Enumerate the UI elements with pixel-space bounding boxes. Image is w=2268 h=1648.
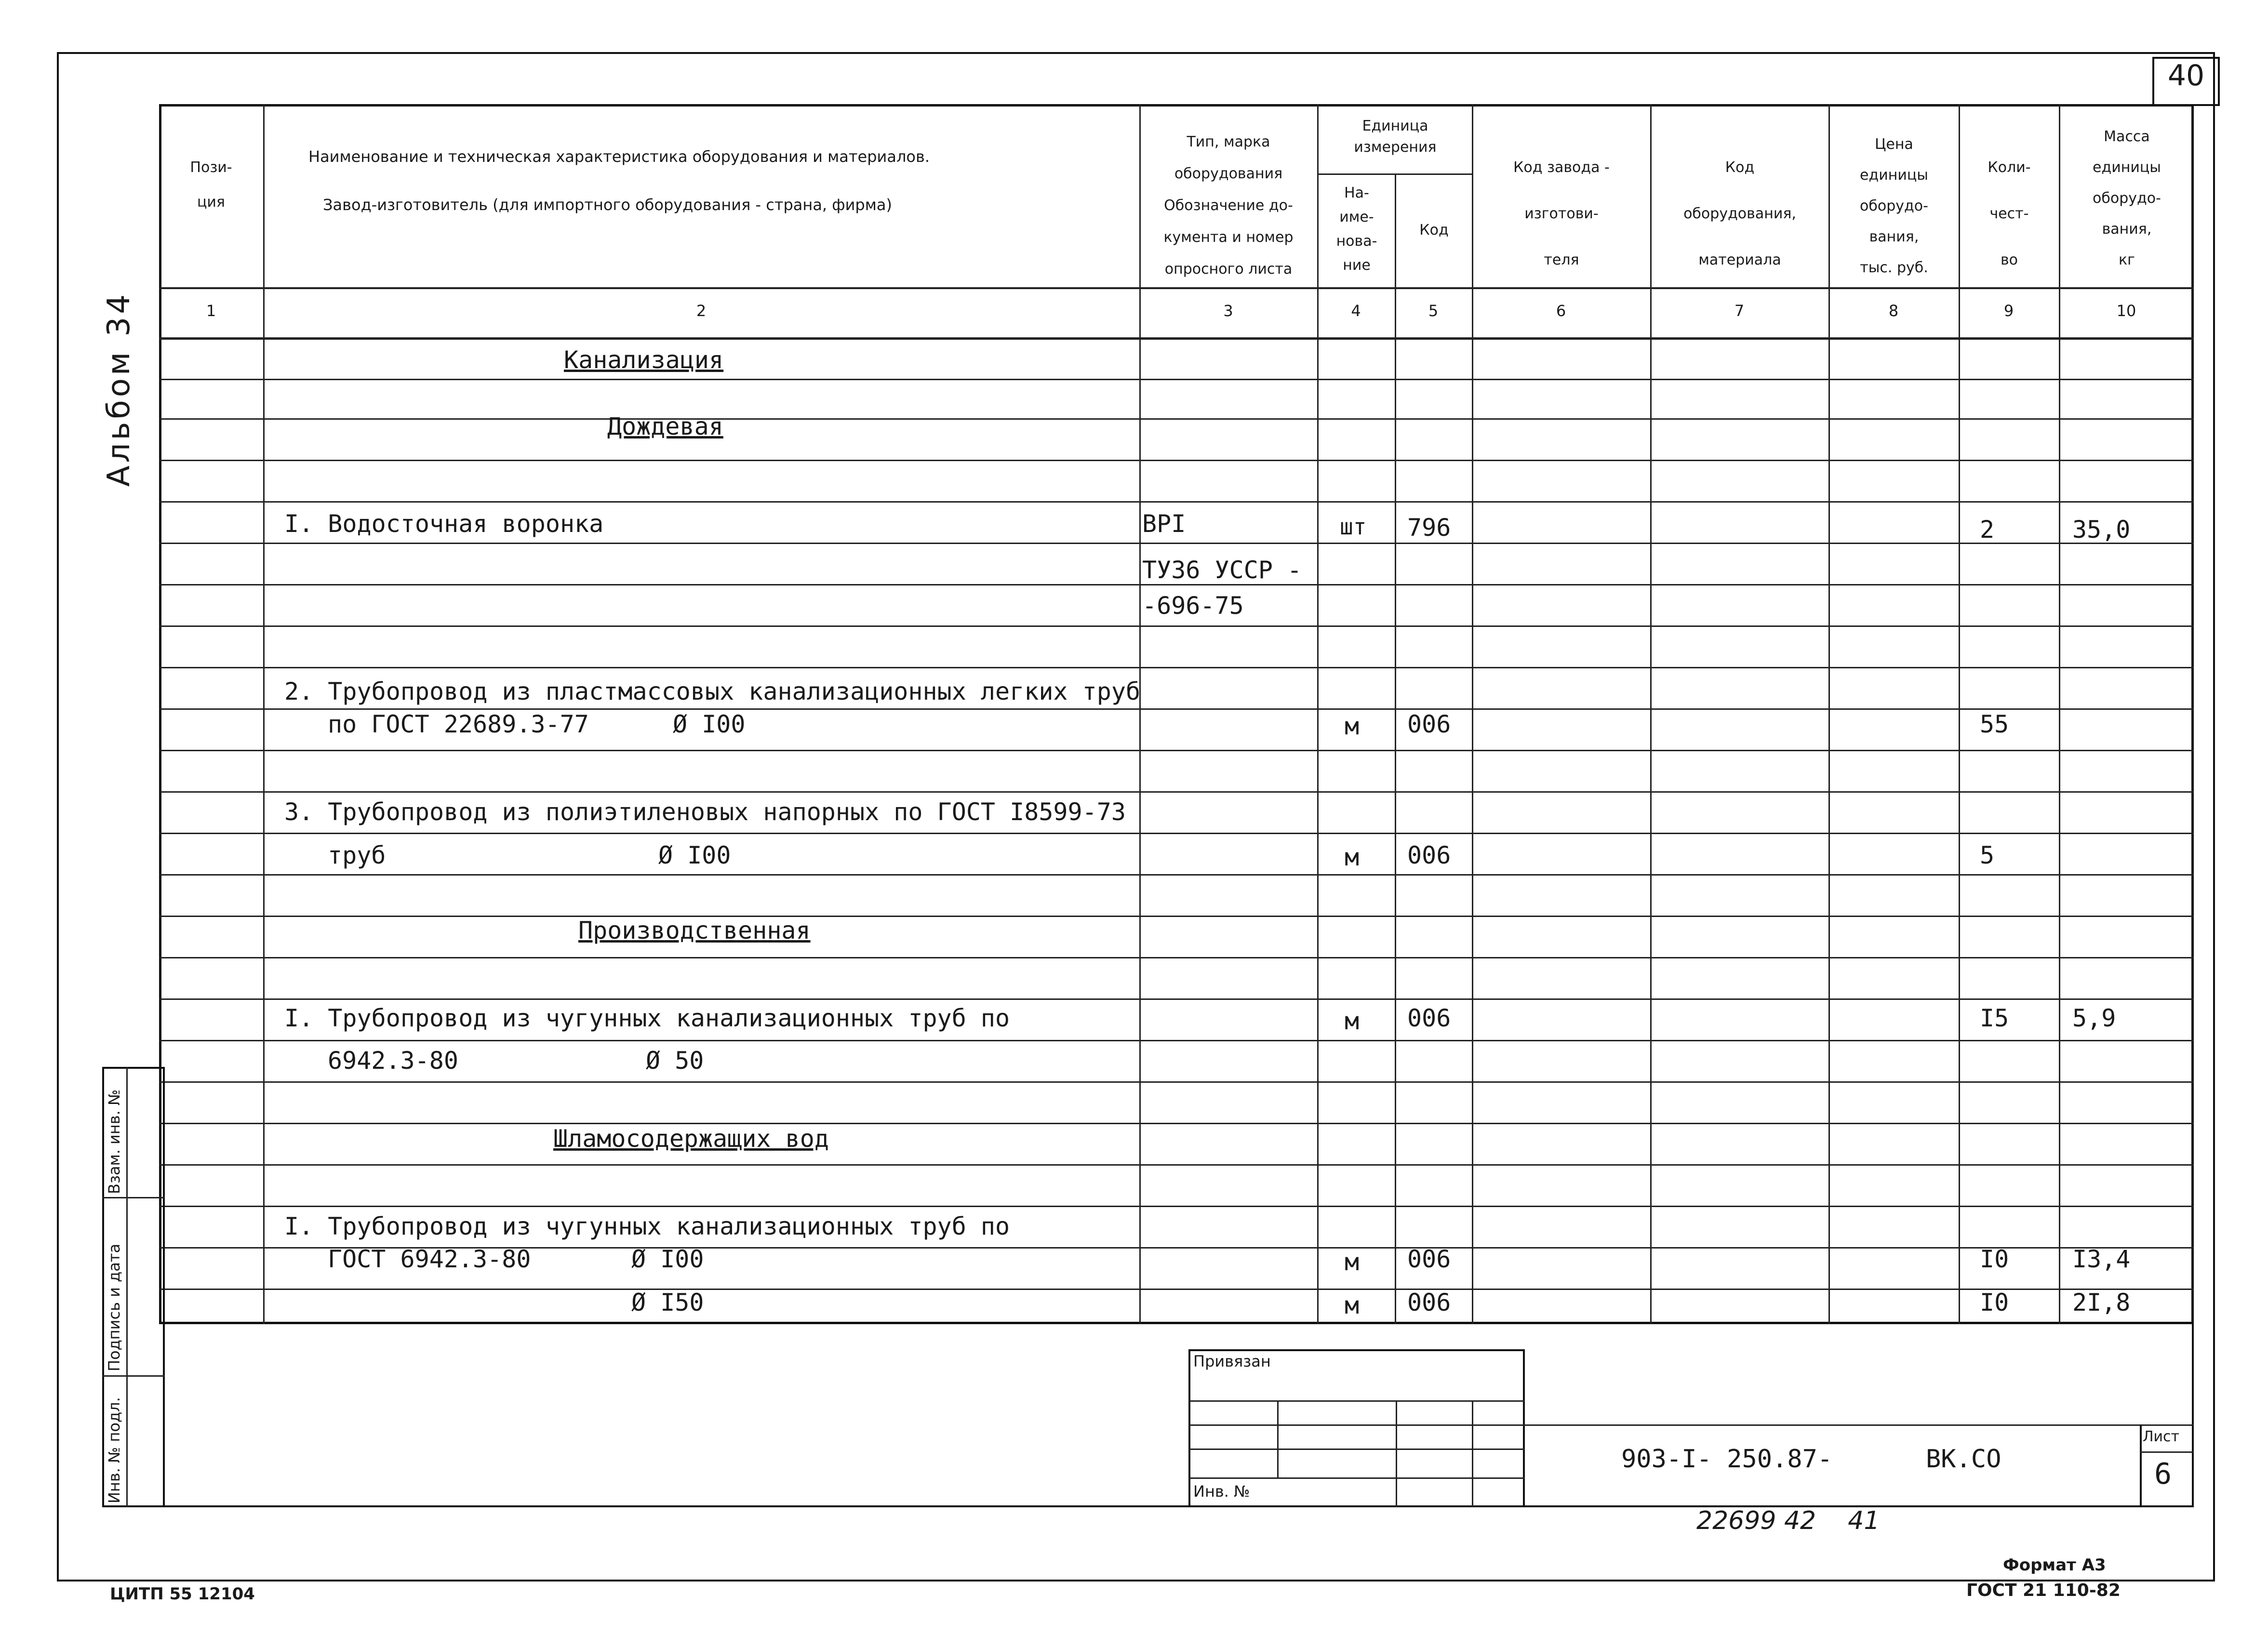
header-col8: Цена единицы оборудо- вания, тыс. руб. bbox=[1860, 136, 1928, 276]
colnum-3: 3 bbox=[1223, 302, 1233, 320]
row2-qty: 55 bbox=[1980, 710, 2009, 738]
colnum-4: 4 bbox=[1351, 302, 1361, 320]
row3-name-truby: труб bbox=[328, 841, 386, 869]
row5-code-150: 006 bbox=[1407, 1289, 1451, 1316]
header-col3: Тип, марка оборудования Обозначение до- кумента и номер опросного листа bbox=[1163, 133, 1294, 278]
header-col9: Коли- чест- во bbox=[1988, 159, 2031, 268]
row2-diameter: Ø I00 bbox=[673, 710, 746, 738]
row5-unit-100: м bbox=[1345, 1248, 1360, 1276]
colnum-5: 5 bbox=[1428, 302, 1439, 320]
row4-qty: I5 bbox=[1980, 1004, 2009, 1032]
section-proizvodstvennaya: Производственная bbox=[578, 917, 811, 944]
row4-mass: 5,9 bbox=[2072, 1004, 2116, 1032]
header-col6: Код завода - изготови- теля bbox=[1513, 159, 1610, 268]
row2-name-gost: по ГОСТ 22689.3-77 bbox=[328, 710, 589, 738]
side-label-podpis: Подпись и дата bbox=[105, 1243, 123, 1371]
row4-code: 006 bbox=[1407, 1004, 1451, 1032]
footer-format: Формат А3 bbox=[2003, 1555, 2106, 1575]
header-col7: Код оборудования, материала bbox=[1683, 159, 1796, 268]
section-kanalizatsiya: Канализация bbox=[564, 346, 724, 374]
colnum-10: 10 bbox=[2116, 302, 2136, 320]
section-shlamosoderzhashchikh: Шламосодержащих вод bbox=[553, 1125, 829, 1153]
footer-tsitp: ЦИТП 55 12104 bbox=[110, 1584, 255, 1604]
row1-code: 796 bbox=[1407, 514, 1451, 542]
title-block-frame bbox=[165, 1322, 2194, 1507]
colnum-7: 7 bbox=[1734, 302, 1745, 320]
header-col4: На- име- нова- ние bbox=[1336, 185, 1377, 274]
header-col1: Пози- ция bbox=[190, 159, 232, 211]
row1-name: I. Водосточная воронка bbox=[284, 510, 604, 538]
section-dozhdevaya: Дождевая bbox=[607, 412, 723, 440]
row4-unit: м bbox=[1345, 1007, 1360, 1035]
row1-type-doc2: -696-75 bbox=[1142, 592, 1244, 620]
row4-diameter: Ø 50 bbox=[646, 1047, 704, 1075]
row4-name: I. Трубопровод из чугунных канализационных труб по bbox=[284, 1004, 1010, 1032]
row1-unit: шт bbox=[1340, 514, 1367, 540]
row3-unit: м bbox=[1345, 843, 1360, 871]
colnum-8: 8 bbox=[1888, 302, 1899, 320]
side-label-inv-podl: Инв. № подл. bbox=[105, 1397, 123, 1503]
row5-qty-150: I0 bbox=[1980, 1289, 2009, 1316]
row5-mass-150: 2I,8 bbox=[2072, 1289, 2131, 1316]
doc-code: 903-I- 250.87- bbox=[1621, 1445, 1833, 1474]
header-unit-group: Единица измерения bbox=[1354, 118, 1437, 156]
album-label: Альбом 34 bbox=[101, 291, 137, 487]
row5-diameter-100: Ø I00 bbox=[631, 1245, 704, 1273]
row5-mass-100: I3,4 bbox=[2072, 1245, 2131, 1273]
list-label: Лист bbox=[2143, 1428, 2180, 1445]
row3-qty: 5 bbox=[1980, 841, 1995, 869]
header-col10: Масса единицы оборудо- вания, кг bbox=[2093, 128, 2161, 268]
colnum-9: 9 bbox=[2003, 302, 2014, 320]
privyazan-label: Привязан bbox=[1193, 1352, 1271, 1370]
row1-qty: 2 bbox=[1980, 516, 1995, 544]
row5-unit-150: м bbox=[1345, 1291, 1360, 1319]
row1-type-doc: ТУ36 УССР - bbox=[1142, 556, 1302, 584]
inv-no-label: Инв. № bbox=[1193, 1482, 1250, 1501]
colnum-1: 1 bbox=[206, 302, 216, 320]
row2-unit: м bbox=[1345, 712, 1360, 740]
side-label-vzam: Взам. инв. № bbox=[105, 1089, 123, 1194]
row5-code-100: 006 bbox=[1407, 1245, 1451, 1273]
list-number: 6 bbox=[2154, 1457, 2172, 1491]
colnum-6: 6 bbox=[1556, 302, 1566, 320]
footer-gost: ГОСТ 21 110-82 bbox=[1966, 1581, 2121, 1600]
page-number: 40 bbox=[2167, 59, 2205, 93]
row5-name: I. Трубопровод из чугунных канализационных труб по bbox=[284, 1212, 1010, 1240]
header-col5: Код bbox=[1419, 222, 1449, 239]
header-col2: Наименование и техническая характеристика оборудования и материалов. Завод-изготовитель (для импортного оборудования - страна, фирма) bbox=[308, 147, 930, 214]
row5-diameter-150: Ø I50 bbox=[631, 1289, 704, 1316]
row1-type: ВРI bbox=[1142, 510, 1186, 538]
row5-qty-100: I0 bbox=[1980, 1245, 2009, 1273]
handwritten-number: 22699 42 41 bbox=[1696, 1506, 1880, 1535]
row3-code: 006 bbox=[1407, 841, 1451, 869]
row2-name: 2. Трубопровод из пластмассовых канализационных легких труб bbox=[284, 678, 1141, 705]
doc-suffix: ВК.СО bbox=[1926, 1445, 2001, 1474]
row3-diameter: Ø I00 bbox=[658, 841, 731, 869]
row4-name-gost: 6942.3-80 bbox=[328, 1047, 458, 1075]
colnum-2: 2 bbox=[696, 302, 707, 320]
row3-name: 3. Трубопровод из полиэтиленовых напорных по ГОСТ I8599-73 bbox=[284, 798, 1126, 826]
row5-name-gost: ГОСТ 6942.3-80 bbox=[328, 1245, 531, 1273]
row1-mass: 35,0 bbox=[2072, 516, 2131, 544]
row2-code: 006 bbox=[1407, 710, 1451, 738]
